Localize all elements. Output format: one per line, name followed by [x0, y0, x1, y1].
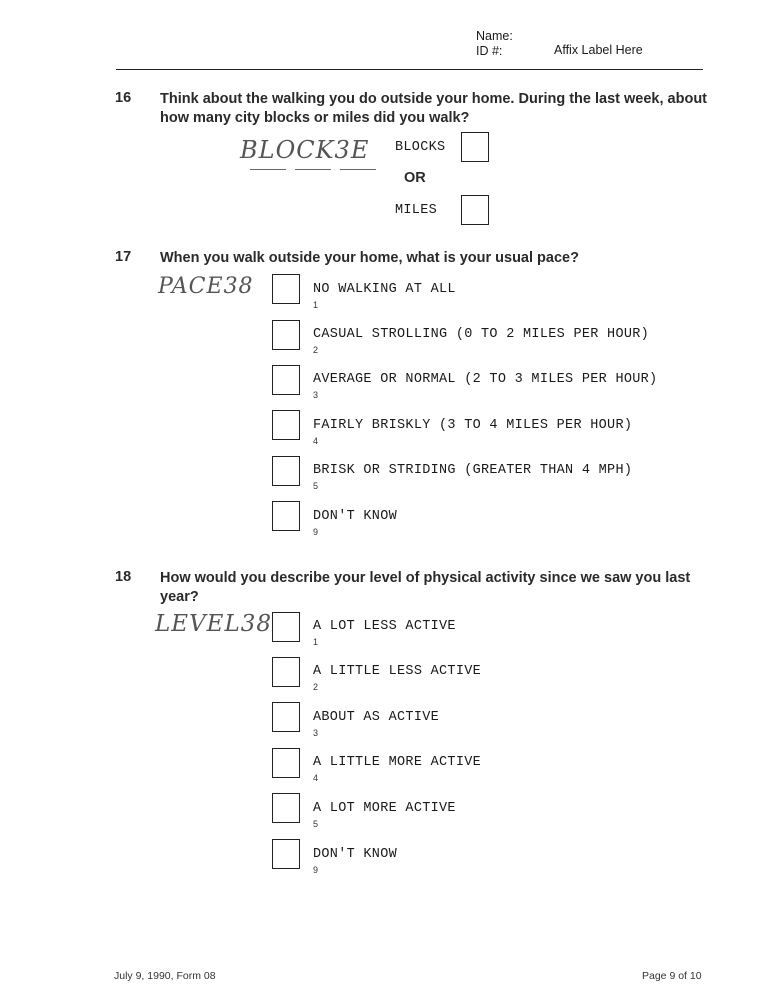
question-18-number: 18 — [115, 569, 132, 585]
answer-underline-2 — [295, 169, 331, 170]
activity-option-5-code: 5 — [313, 819, 319, 829]
question-16-text: Think about the walking you do outside your home. During the last week, about how many city blocks or miles did you walk? — [160, 91, 708, 126]
pace-option-9-code: 9 — [313, 527, 319, 537]
pace-option-1-code: 1 — [313, 300, 319, 310]
question-18-text: How would you describe your level of physical activity since we saw you last year? — [160, 570, 691, 605]
handwritten-level-note: LEVEL38 — [155, 611, 273, 637]
activity-option-2-code: 2 — [313, 682, 319, 692]
footer-page-number: Page 9 of 10 — [642, 970, 702, 982]
header-divider — [116, 69, 703, 70]
activity-option-1-checkbox[interactable] — [272, 612, 300, 642]
pace-option-9-label: DON'T KNOW — [313, 509, 398, 524]
pace-option-2-checkbox[interactable] — [272, 320, 300, 350]
activity-option-4-label: A LITTLE MORE ACTIVE — [313, 755, 482, 770]
activity-option-4-checkbox[interactable] — [272, 748, 300, 778]
activity-option-3-code: 3 — [313, 728, 319, 738]
answer-underline-1 — [250, 169, 286, 170]
pace-option-3-code: 3 — [313, 390, 319, 400]
activity-option-5-checkbox[interactable] — [272, 793, 300, 823]
miles-checkbox[interactable] — [461, 195, 489, 225]
activity-option-1-code: 1 — [313, 637, 319, 647]
pace-option-2-code: 2 — [313, 345, 319, 355]
activity-option-3-checkbox[interactable] — [272, 702, 300, 732]
pace-option-4-code: 4 — [313, 436, 319, 446]
pace-option-4-checkbox[interactable] — [272, 410, 300, 440]
answer-underline-3 — [340, 169, 376, 170]
pace-option-9-checkbox[interactable] — [272, 501, 300, 531]
pace-option-1-label: NO WALKING AT ALL — [313, 282, 456, 297]
pace-option-5-code: 5 — [313, 481, 319, 491]
or-label: OR — [404, 170, 426, 186]
question-17-text: When you walk outside your home, what is your usual pace? — [160, 250, 579, 266]
activity-option-1-label: A LOT LESS ACTIVE — [313, 619, 456, 634]
question-16-number: 16 — [115, 90, 132, 106]
miles-label: MILES — [395, 203, 438, 218]
pace-option-3-checkbox[interactable] — [272, 365, 300, 395]
activity-option-3-label: ABOUT AS ACTIVE — [313, 710, 440, 725]
activity-option-9-checkbox[interactable] — [272, 839, 300, 869]
name-label: Name: — [476, 29, 513, 43]
activity-option-9-code: 9 — [313, 865, 319, 875]
pace-option-5-checkbox[interactable] — [272, 456, 300, 486]
question-17-number: 17 — [115, 249, 132, 265]
blocks-label: BLOCKS — [395, 140, 446, 155]
pace-option-3-label: AVERAGE OR NORMAL (2 TO 3 MILES PER HOUR) — [313, 372, 658, 387]
activity-option-2-checkbox[interactable] — [272, 657, 300, 687]
handwritten-pace-note: PACE38 — [158, 274, 254, 299]
pace-option-4-label: FAIRLY BRISKLY (3 TO 4 MILES PER HOUR) — [313, 418, 633, 433]
activity-option-9-label: DON'T KNOW — [313, 847, 398, 862]
affix-label-text: Affix Label Here — [554, 43, 643, 57]
handwritten-blocks-note: BLOCK3E — [240, 136, 370, 164]
pace-option-2-label: CASUAL STROLLING (0 TO 2 MILES PER HOUR) — [313, 327, 650, 342]
footer-form-date: July 9, 1990, Form 08 — [114, 970, 216, 982]
activity-option-4-code: 4 — [313, 773, 319, 783]
id-label: ID #: — [476, 44, 503, 58]
pace-option-5-label: BRISK OR STRIDING (GREATER THAN 4 MPH) — [313, 463, 633, 478]
blocks-checkbox[interactable] — [461, 132, 489, 162]
activity-option-2-label: A LITTLE LESS ACTIVE — [313, 664, 482, 679]
pace-option-1-checkbox[interactable] — [272, 274, 300, 304]
activity-option-5-label: A LOT MORE ACTIVE — [313, 801, 456, 816]
